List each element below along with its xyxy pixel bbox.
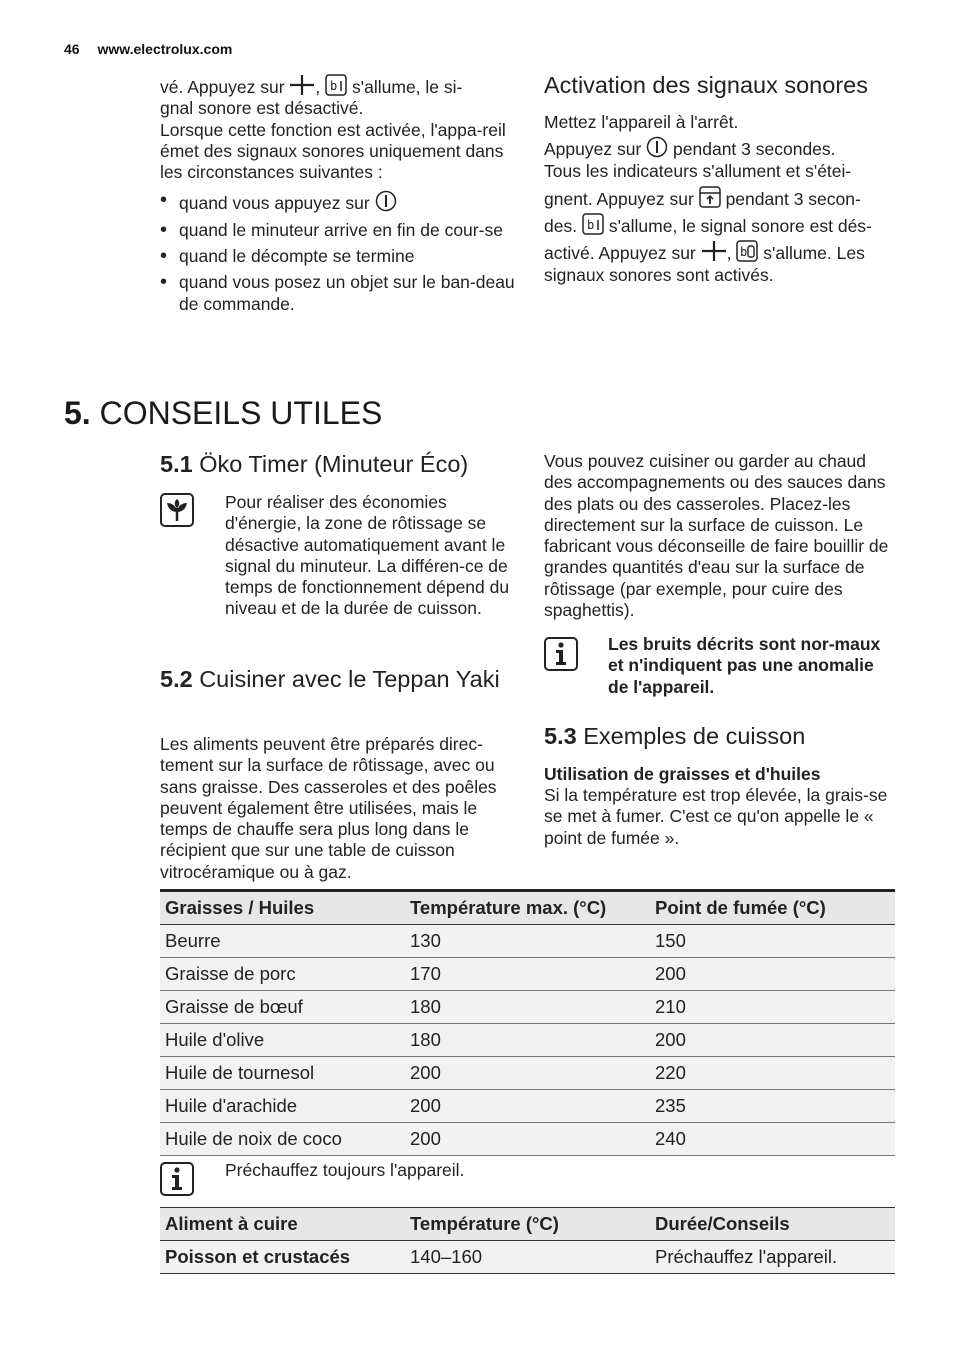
line: signaux sonores sont activés. xyxy=(544,264,774,285)
eco-note-icon xyxy=(160,493,194,527)
teppan-yaki-text: Les aliments peuvent être préparés direc-tement sur la surface de rôtissage, avec ou sans graisse. Des casseroles et des poêles peuvent également être utilisées, mais le temps de chauffe sera plus long dans le récipient que sur une table de cuisson vitrocéramique ou à gaz. xyxy=(160,734,497,882)
plus-icon xyxy=(289,74,315,96)
text-fragment: gnal sonore est désactivé. xyxy=(160,98,364,119)
table-cell: Huile de tournesol xyxy=(160,1057,405,1090)
table-cell: 200 xyxy=(405,1123,650,1156)
text-fragment: , xyxy=(726,243,732,264)
smoke-point-text: Si la température est trop élevée, la grais-se se met à fumer. C'est ce qu'on appelle le « point de fumée ». xyxy=(544,785,888,848)
svg-text:b: b xyxy=(740,245,748,260)
table-cell: 235 xyxy=(650,1090,895,1123)
table-cell: Huile d'arachide xyxy=(160,1090,405,1123)
table-row xyxy=(160,1090,895,1123)
preheat-note: Préchauffez toujours l'appareil. xyxy=(225,1160,465,1180)
table-cell: 210 xyxy=(650,991,895,1024)
text-fragment: quand vous appuyez sur xyxy=(179,193,370,214)
table-header-row xyxy=(160,891,895,925)
display-b-off-icon xyxy=(582,213,604,235)
section-heading: Activation des signaux sonores xyxy=(544,72,868,98)
cooking-table xyxy=(160,1207,895,1274)
line xyxy=(544,213,899,237)
svg-text:b: b xyxy=(586,218,595,233)
beep-activation-section xyxy=(544,72,899,286)
text-fragment: pendant 3 secon- xyxy=(725,188,861,209)
section-number: 5.2 xyxy=(160,666,193,692)
table-row xyxy=(160,1241,895,1274)
beep-conditions-list xyxy=(160,190,515,314)
table-cell: 200 xyxy=(650,958,895,991)
table-cell: 150 xyxy=(650,925,895,958)
page-header xyxy=(64,39,232,60)
table-cell: 200 xyxy=(405,1090,650,1123)
column-header: Graisses / Huiles xyxy=(160,891,405,925)
line xyxy=(544,240,899,264)
section-heading-5-2 xyxy=(160,666,500,693)
text-fragment: Appuyez sur xyxy=(544,139,642,160)
text-fragment: activé. Appuyez sur xyxy=(544,243,696,264)
table-row xyxy=(160,925,895,958)
column-header: Température max. (°C) xyxy=(405,891,650,925)
power-icon xyxy=(375,190,397,212)
chapter-number: 5. xyxy=(64,395,91,431)
text-fragment: s'allume, le si- xyxy=(352,77,463,97)
list-item: • quand le décompte se termine xyxy=(160,246,515,267)
section-title: Exemples de cuisson xyxy=(583,723,806,749)
section-title: Cuisiner avec le Teppan Yaki xyxy=(199,666,500,692)
table-cell: 220 xyxy=(650,1057,895,1090)
table-cell: Beurre xyxy=(160,925,405,958)
beep-off-paragraph xyxy=(160,74,515,120)
table-cell: Huile de noix de coco xyxy=(160,1123,405,1156)
line: Tous les indicateurs s'allument et s'étei- xyxy=(544,160,852,181)
text-fragment: pendant 3 secondes. xyxy=(673,139,836,160)
display-b-off-icon xyxy=(325,74,347,96)
info-icon xyxy=(160,1162,194,1196)
noise-note: Les bruits décrits sont nor-maux et n'indiquent pas une anomalie de l'appareil. xyxy=(608,634,881,697)
table-cell: Huile d'olive xyxy=(160,1024,405,1057)
section-heading-5-3 xyxy=(544,723,899,750)
text-fragment: , xyxy=(315,77,321,97)
text-fragment: vé. Appuyez sur xyxy=(160,77,285,97)
table-cell: Poisson et crustacés xyxy=(160,1241,405,1274)
section-heading-5-1 xyxy=(160,451,520,478)
table-cell: 240 xyxy=(650,1123,895,1156)
table-row xyxy=(160,1057,895,1090)
column-header: Température (°C) xyxy=(405,1208,650,1241)
eco-timer-text: Pour réaliser des économies d'énergie, la zone de rôtissage se désactive automatiquement avant le signal du minuteur. La différen-ce de temps de fonctionnement dépend du niveau et de la durée de cuisson. xyxy=(225,492,510,619)
power-icon xyxy=(646,136,668,158)
table-row xyxy=(160,991,895,1024)
column-header: Point de fumée (°C) xyxy=(650,891,895,925)
line xyxy=(544,186,899,210)
table-header-row xyxy=(160,1208,895,1241)
list-item xyxy=(160,190,515,214)
text-fragment: s'allume, le signal sonore est dés- xyxy=(608,216,872,237)
lock-key-icon xyxy=(699,186,721,208)
table-cell: 170 xyxy=(405,958,650,991)
list-item: • quand vous posez un objet sur le ban-deau de commande. xyxy=(160,272,515,315)
text-fragment: s'allume. Les xyxy=(763,243,865,264)
table-cell: 200 xyxy=(650,1024,895,1057)
page-number: 46 xyxy=(64,41,80,57)
column-header: Aliment à cuire xyxy=(160,1208,405,1241)
table-cell: 130 xyxy=(405,925,650,958)
table-cell: 180 xyxy=(405,1024,650,1057)
table-cell: Préchauffez l'appareil. xyxy=(650,1241,895,1274)
display-b-on-icon xyxy=(736,240,758,262)
accompaniments-text: Vous pouvez cuisiner ou garder au chaud des accompagnements ou des sauces dans des plats ou des casseroles. Placez-les directement sur la surface de cuisson. Le fabricant vous déconseille de faire bouillir de grandes quantités d'eau sur la surface de rôtissage (par exemple, pour cuire des spaghettis). xyxy=(544,451,889,621)
table-cell: 200 xyxy=(405,1057,650,1090)
fats-subheading: Utilisation de graisses et d'huiles xyxy=(544,764,821,784)
table-row xyxy=(160,1024,895,1057)
table-cell: Graisse de porc xyxy=(160,958,405,991)
chapter-title-text: CONSEILS UTILES xyxy=(99,395,383,431)
beep-conditions-intro: Lorsque cette fonction est activée, l'appa-reil émet des signaux sonores uniquement dans les circonstances suivantes : xyxy=(160,119,506,183)
fats-oils-table xyxy=(160,889,895,1156)
table-cell: 140–160 xyxy=(405,1241,650,1274)
line xyxy=(544,136,899,160)
svg-text:b: b xyxy=(330,79,338,93)
section-title: Öko Timer (Minuteur Éco) xyxy=(199,451,469,477)
section-number: 5.1 xyxy=(160,451,193,477)
text-fragment: des. xyxy=(544,216,578,237)
list-item: • quand le minuteur arrive en fin de cour-se xyxy=(160,220,515,241)
website-url: www.electrolux.com xyxy=(97,41,233,57)
column-header: Durée/Conseils xyxy=(650,1208,895,1241)
table-row xyxy=(160,958,895,991)
info-icon xyxy=(544,637,578,671)
text-fragment: gnent. Appuyez sur xyxy=(544,188,694,209)
line: Mettez l'appareil à l'arrêt. xyxy=(544,112,739,132)
beep-off-text xyxy=(160,74,515,320)
chapter-title xyxy=(64,395,382,431)
plus-icon xyxy=(701,240,727,262)
section-number: 5.3 xyxy=(544,723,577,749)
table-cell: Graisse de bœuf xyxy=(160,991,405,1024)
table-cell: 180 xyxy=(405,991,650,1024)
table-row xyxy=(160,1123,895,1156)
